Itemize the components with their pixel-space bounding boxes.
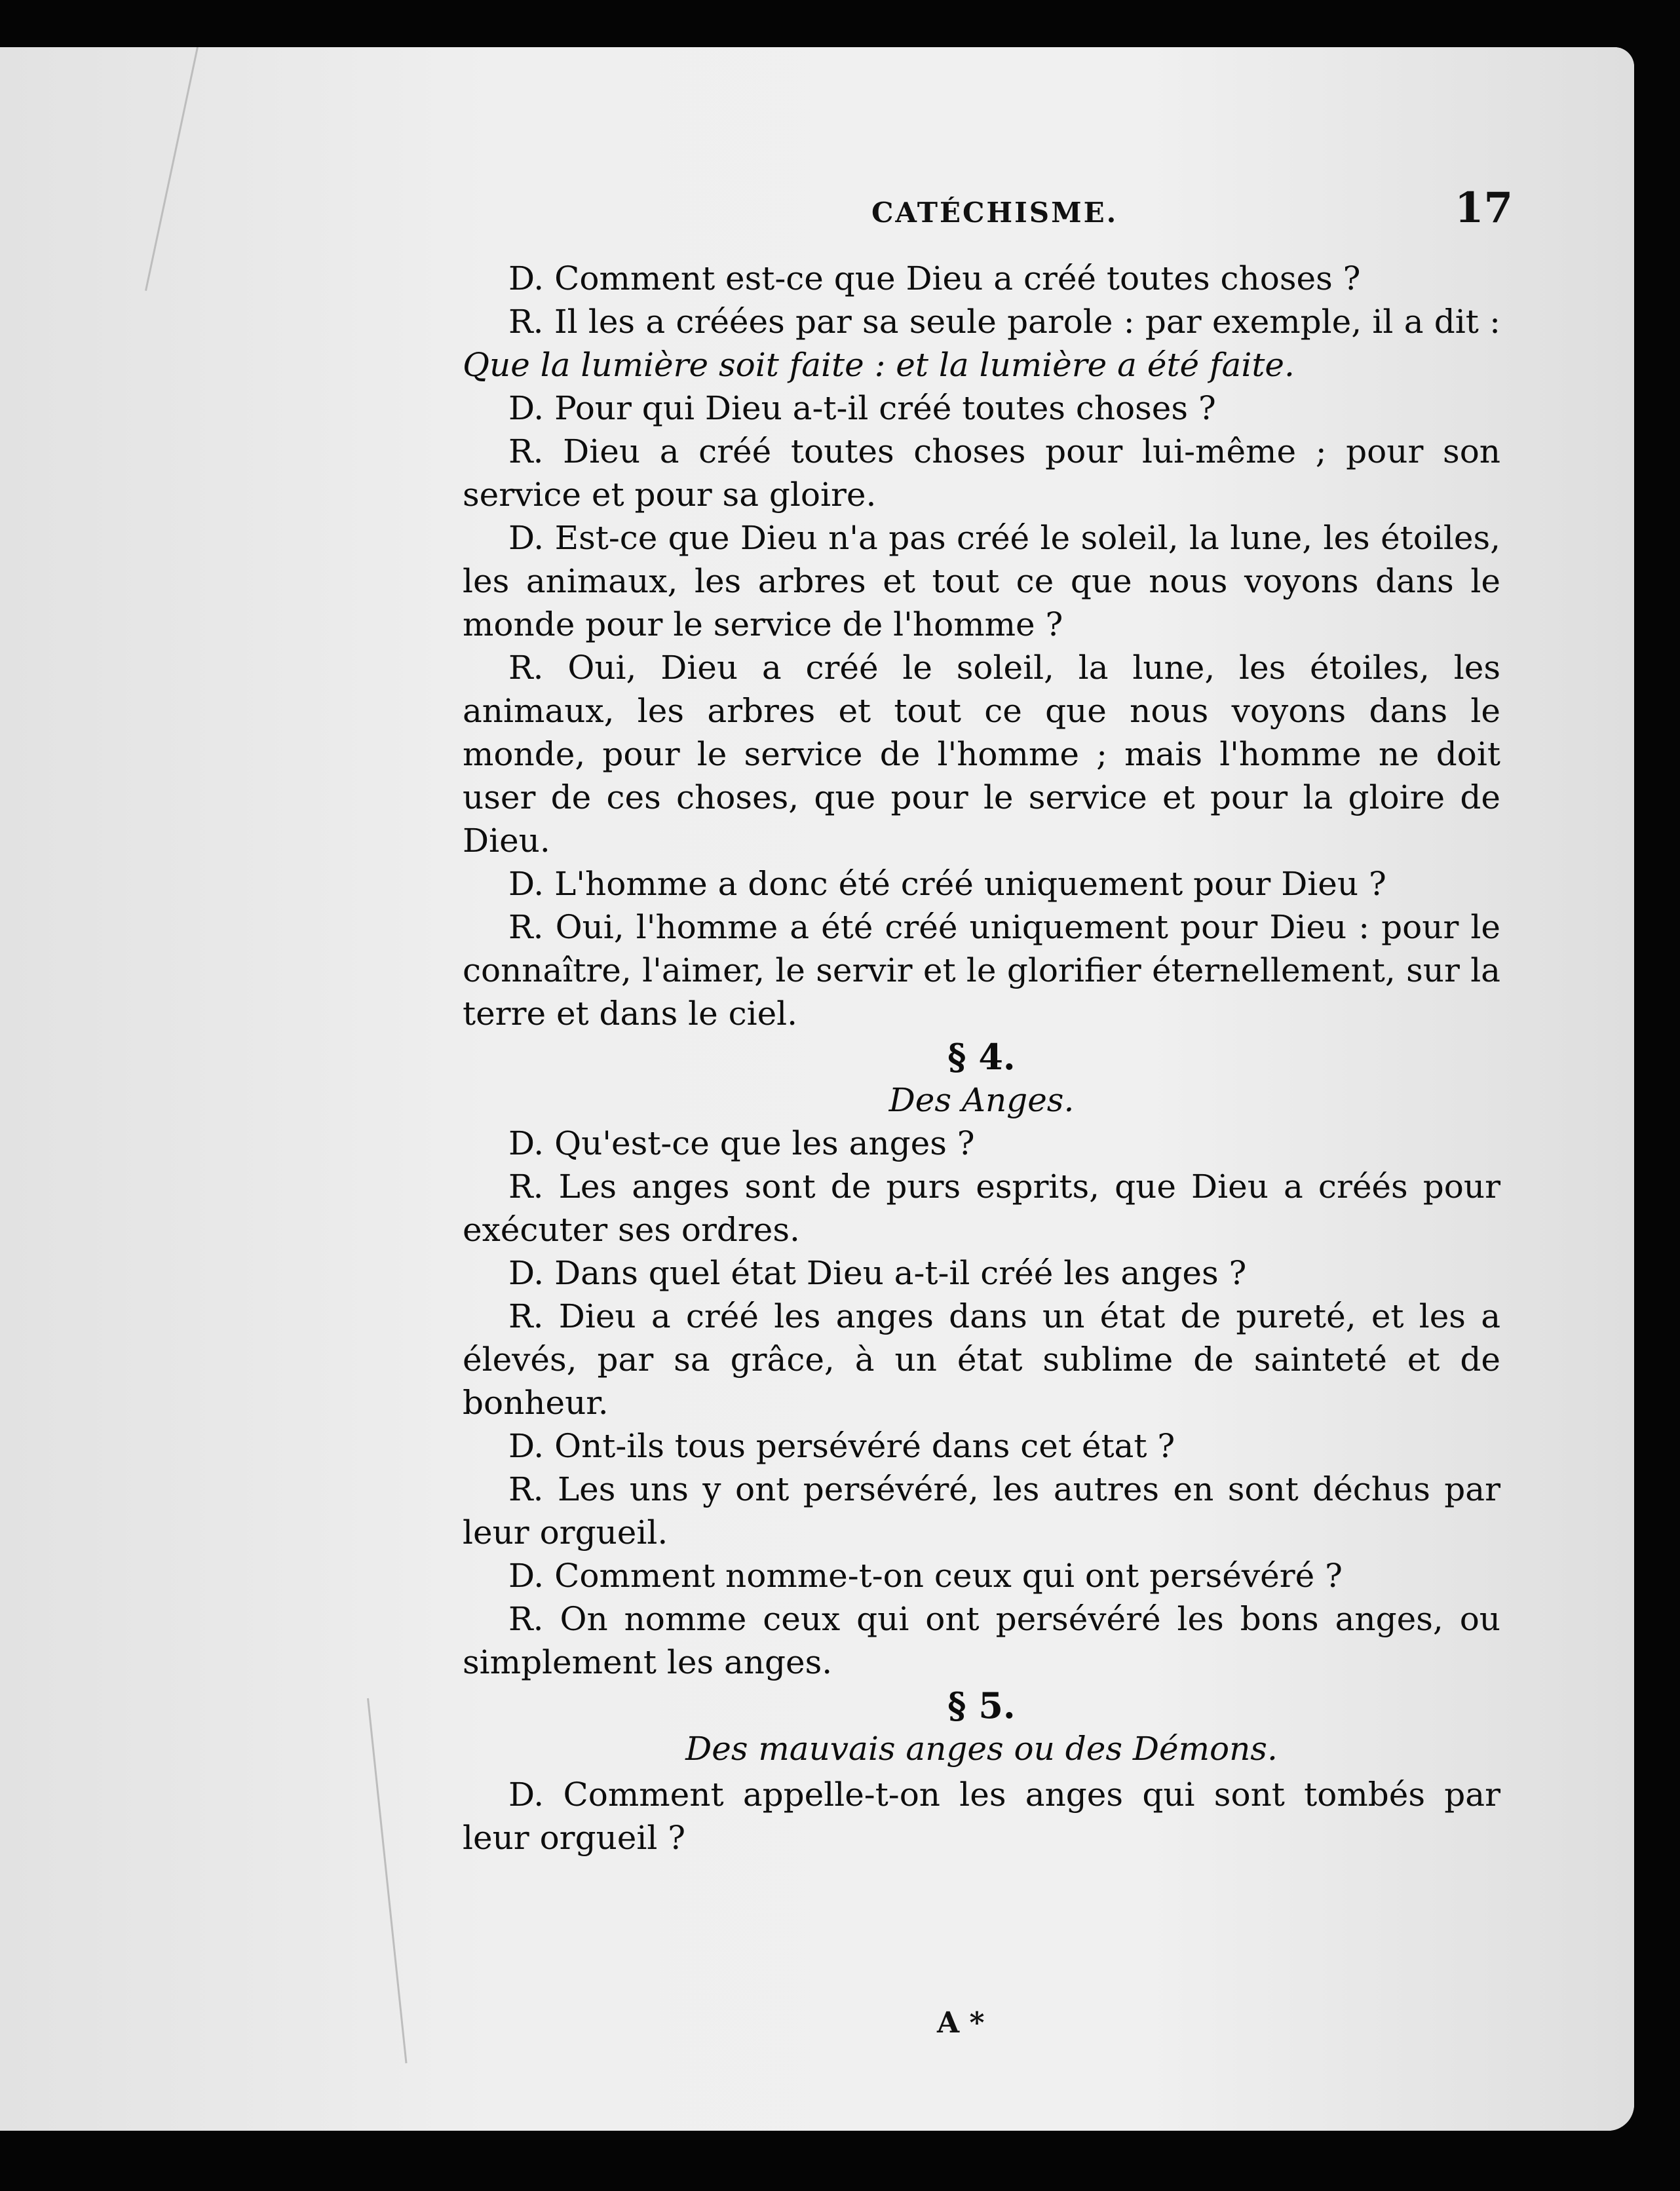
question-paragraph: D. Comment nomme-t-on ceux qui ont persévéré ? [508,1557,1343,1595]
answer-text: R. Il les a créées par sa seule parole : par exemple, il a dit : [508,303,1500,341]
answer-paragraph: R. Oui, Dieu a créé le soleil, la lune, les étoiles, les animaux, les arbres et tout ce que nous voyons dans le monde, pour le service de l'homme ; mais l'homme ne doit user de ces choses, que pour le service et pour la gloire de Dieu. [463,649,1500,860]
answer-paragraph: R. Oui, l'homme a été créé uniquement pour Dieu : pour le connaître, l'aimer, le servir et le glorifier éternellement, sur la terre et dans le ciel. [463,908,1500,1033]
answer-paragraph: R. Les uns y ont persévéré, les autres en sont déchus par leur orgueil. [463,1470,1500,1552]
question-paragraph: D. L'homme a donc été créé uniquement pour Dieu ? [508,865,1386,903]
body-text [463,257,1500,1859]
section-number: § 4. [947,1036,1016,1078]
section-title: Des mauvais anges ou des Démons. [685,1730,1278,1768]
question-paragraph: D. Comment appelle-t-on les anges qui sont tombés par leur orgueil ? [463,1776,1500,1857]
question-paragraph: D. Est-ce que Dieu n'a pas créé le soleil, la lune, les étoiles, les animaux, les arbres et tout ce que nous voyons dans le monde pour le service de l'homme ? [463,519,1500,643]
answer-paragraph: R. Dieu a créé les anges dans un état de pureté, et les a élevés, par sa grâce, à un état sublime de sainteté et de bonheur. [463,1297,1500,1422]
question-paragraph: D. Qu'est-ce que les anges ? [508,1124,975,1162]
answer-paragraph [463,300,1500,387]
question-paragraph: D. Dans quel état Dieu a-t-il créé les anges ? [508,1254,1247,1292]
section-number: § 5. [947,1685,1016,1726]
answer-paragraph: R. Les anges sont de purs esprits, que Dieu a créés pour exécuter ses ordres. [463,1168,1500,1249]
page-header [0,178,1634,250]
answer-paragraph: R. Dieu a créé toutes choses pour lui-même ; pour son service et pour sa gloire. [463,432,1500,514]
book-page [0,47,1634,2131]
question-paragraph: D. Pour qui Dieu a-t-il créé toutes choses ? [508,389,1216,427]
question-paragraph: D. Ont-ils tous persévéré dans cet état ? [508,1427,1175,1465]
answer-paragraph: R. On nomme ceux qui ont persévéré les bons anges, ou simplement les anges. [463,1600,1500,1681]
quotation-italic: Que la lumière soit faite : et la lumière a été faite. [463,346,1295,384]
question-paragraph: D. Comment est-ce que Dieu a créé toutes choses ? [508,259,1361,297]
page-number: 17 [1455,183,1514,233]
section-title: Des Anges. [888,1081,1075,1119]
signature-mark: A * [937,2006,985,2040]
running-title: CATÉCHISME. [871,197,1118,229]
